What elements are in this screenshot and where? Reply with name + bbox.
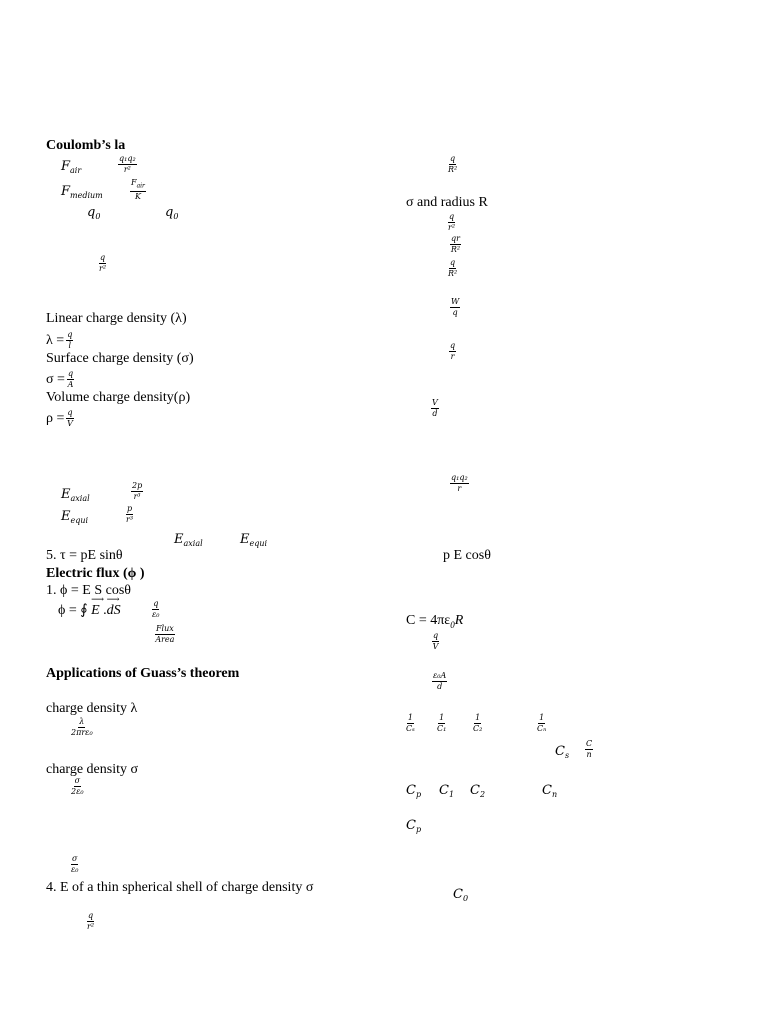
sigma-radius-label: σ and radius R xyxy=(406,195,488,210)
cp-symbol: $C_p$ xyxy=(406,818,422,834)
cs-symbol: $C_s$ xyxy=(555,744,570,760)
series-fraction: 1 Cₛ xyxy=(406,713,415,734)
q-over-R2-fraction: q R² xyxy=(448,258,458,279)
sigma-over-epsilon-fraction: σ ε₀ xyxy=(71,854,79,875)
series-fraction: 1 Cₙ xyxy=(537,713,547,734)
linear-charge-density-label: Linear charge density (λ) xyxy=(46,311,187,326)
v-over-d-fraction: V d xyxy=(432,398,438,419)
sheet-charge-field-fraction: σ 2ε₀ xyxy=(71,776,84,797)
flux-integral-formula: ϕ = ∮ ⟶ E .⟶ dS xyxy=(58,604,121,618)
series-fraction: 1 C₁ xyxy=(437,713,447,734)
e-axial-symbol: $E_{axial}$ xyxy=(61,487,90,503)
c-over-n-fraction: C n xyxy=(586,739,593,760)
f-medium-symbol: $F_{medium}$ xyxy=(61,184,103,200)
q-over-R2-fraction: q R² xyxy=(448,154,458,175)
e-equi-fraction: p r³ xyxy=(126,504,134,525)
potential-energy-dipole-formula: p E cosθ xyxy=(443,548,491,563)
f-air-fraction: q₁q₂ r² xyxy=(119,154,136,175)
spherical-capacitance-formula: $C = 4\pi\varepsilon_0R$ xyxy=(406,613,464,630)
q-over-r2-fraction: q r² xyxy=(99,253,107,274)
electric-flux-heading: Electric flux (ϕ ) xyxy=(46,566,145,581)
gauss-theorem-heading: Applications of Guass’s theorem xyxy=(46,666,240,681)
e-axial-fraction: 2p r³ xyxy=(132,481,143,502)
coulomb-heading: Coulomb’s la xyxy=(46,138,126,153)
flux-formula: 1. ϕ = E S cosθ xyxy=(46,583,131,598)
qr-over-R2-fraction: qr R² xyxy=(450,234,461,255)
q-over-r-fraction: q r xyxy=(450,341,456,362)
linear-charge-density-formula: λ = $\frac{q}{l}$ xyxy=(46,330,73,351)
w-over-q-fraction: W q xyxy=(451,297,460,318)
q-over-v-fraction: q V xyxy=(432,631,439,652)
e-axial-symbol: $E_{axial}$ xyxy=(174,532,203,548)
e-equi-symbol: $E_{equi}$ xyxy=(61,509,89,525)
q-over-r2-fraction: q r² xyxy=(448,212,456,233)
flux-over-area-fraction: Flux Area xyxy=(155,624,175,645)
q-over-epsilon-fraction: q ε₀ xyxy=(152,599,160,620)
c1-symbol: $C_1$ xyxy=(439,783,455,799)
c0-symbol: $C_0$ xyxy=(453,887,469,903)
q-over-r2-fraction: q r² xyxy=(87,911,95,932)
q0-symbol: $q_0$ xyxy=(87,205,101,221)
surface-charge-density-formula: σ = $\frac{q}{A}$ xyxy=(46,369,74,390)
torque-formula: 5. τ = pE sinθ xyxy=(46,548,123,563)
surface-charge-density-label: Surface charge density (σ) xyxy=(46,351,194,366)
e-equi-symbol: $E_{equi}$ xyxy=(240,532,268,548)
series-fraction: 1 C₂ xyxy=(473,713,483,734)
sheet-charge-label: charge density σ xyxy=(46,762,139,777)
volume-charge-density-formula: ρ = $\frac{q}{V}$ xyxy=(46,408,73,429)
parallel-plate-capacitance-fraction: ε₀A d xyxy=(433,671,447,692)
spherical-shell-label: 4. E of a thin spherical shell of charge density σ xyxy=(46,880,314,895)
f-air-symbol: $F_{air}$ xyxy=(61,159,82,175)
line-charge-label: charge density λ xyxy=(46,701,138,716)
f-medium-fraction: $F_{air}$ K xyxy=(131,178,145,201)
volume-charge-density-label: Volume charge density(ρ) xyxy=(46,390,191,405)
q1q2-over-r-fraction: q₁q₂ r xyxy=(451,473,468,494)
q0-symbol: $q_0$ xyxy=(165,205,179,221)
cn-symbol: $C_n$ xyxy=(542,783,558,799)
line-charge-field-fraction: λ 2πrε₀ xyxy=(71,717,93,738)
cp-symbol: $C_p$ xyxy=(406,783,422,799)
c2-symbol: $C_2$ xyxy=(470,783,486,799)
